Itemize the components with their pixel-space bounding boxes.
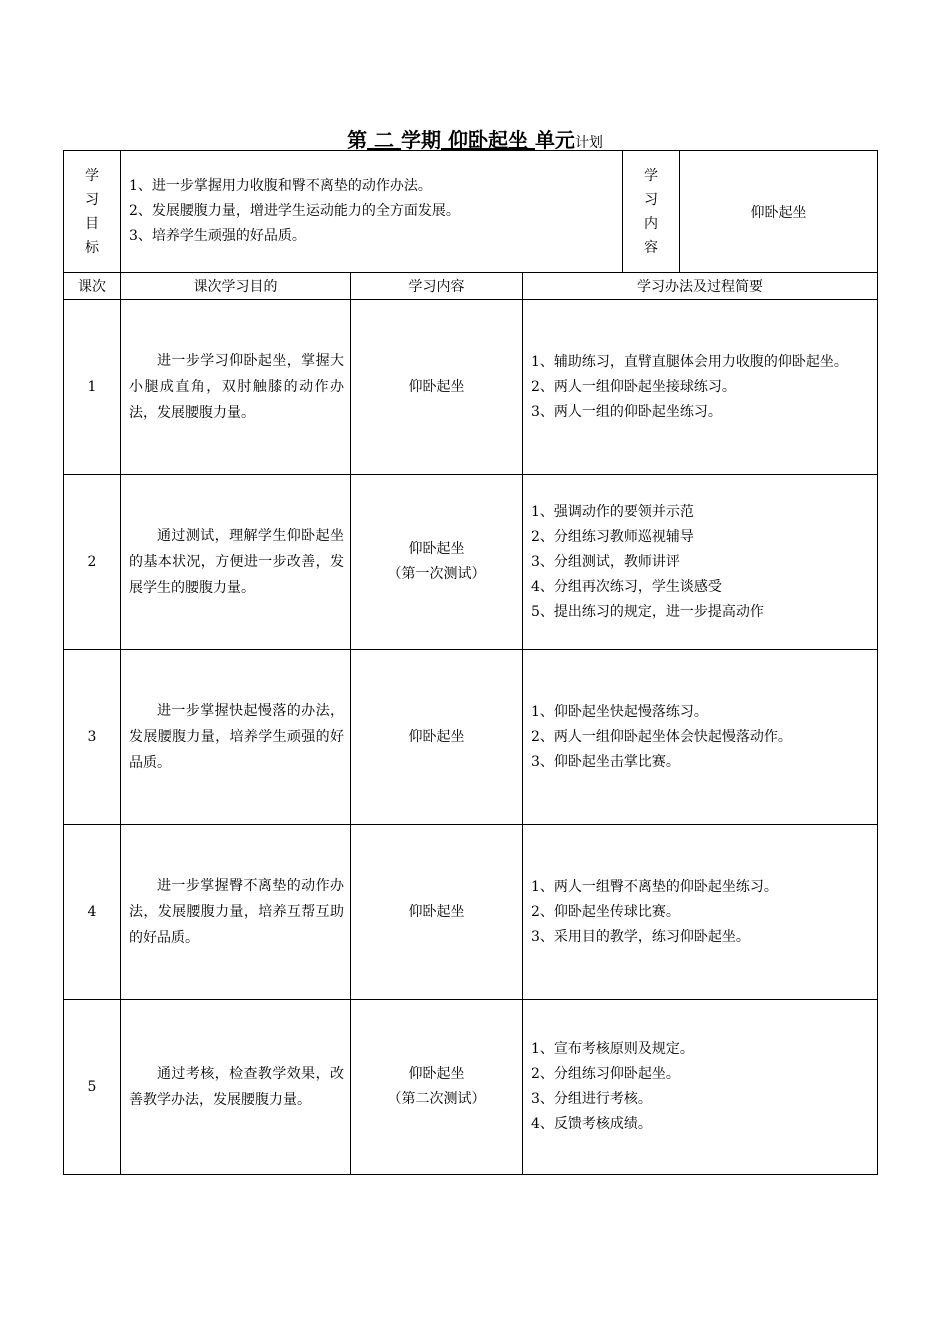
process-step: 1、强调动作的要领并示范: [531, 503, 694, 520]
lesson-number: 5: [64, 1000, 121, 1175]
process-step: 1、两人一组臀不离垫的仰卧起坐练习。: [531, 878, 778, 895]
title-unit-label: 单元: [534, 128, 575, 152]
lesson-content-note: （第一次测试）: [387, 566, 486, 582]
process-step: 2、仰卧起坐传球比赛。: [531, 903, 680, 920]
lesson-process: [523, 300, 878, 475]
process-step: 1、仰卧起坐快起慢落练习。: [531, 703, 708, 720]
process-step: 2、分组练习教师巡视辅导: [531, 528, 694, 545]
unit-content: 仰卧起坐: [680, 151, 878, 273]
process-step: 4、分组再次练习，学生谈感受: [531, 578, 722, 595]
header-lesson: 课次: [64, 273, 121, 300]
process-step: 2、分组练习仰卧起坐。: [531, 1066, 680, 1082]
lesson-aim: 通过测试，理解学生仰卧起坐的基本状况，方便进一步改善，发展学生的腰腹力量。: [121, 475, 351, 650]
process-step: 3、两人一组的仰卧起坐练习。: [531, 403, 722, 420]
process-step: 3、分组测试，教师讲评: [531, 553, 680, 570]
lesson-row: [64, 650, 878, 825]
lesson-content: 仰卧起坐: [351, 300, 523, 475]
title-semester-label: 学期: [401, 128, 441, 152]
lesson-content: 仰卧起坐 （第一次测试）: [351, 475, 523, 650]
lesson-number: 3: [64, 650, 121, 825]
goals-row: [64, 151, 878, 273]
title-unit-name: 仰卧起坐: [447, 128, 528, 152]
process-step: 1、宣布考核原则及规定。: [531, 1041, 694, 1057]
lesson-aim: 进一步掌握快起慢落的办法，发展腰腹力量，培养学生顽强的好品质。: [121, 650, 351, 825]
goal-item: 1、进一步掌握用力收腹和臀不离垫的动作办法。: [129, 178, 432, 194]
lesson-number: 1: [64, 300, 121, 475]
title-prefix: 第: [347, 128, 368, 152]
header-aim: 课次学习目的: [121, 273, 351, 300]
process-step: 3、分组进行考核。: [531, 1091, 652, 1107]
header-content: 学习内容: [351, 273, 523, 300]
lesson-row: [64, 300, 878, 475]
lesson-aim: 进一步学习仰卧起坐，掌握大小腿成直角，双肘触膝的动作办法，发展腰腹力量。: [121, 300, 351, 475]
lesson-process: [523, 1000, 878, 1175]
lesson-row: [64, 475, 878, 650]
process-step: 3、仰卧起坐击掌比赛。: [531, 753, 680, 770]
process-step: 4、反馈考核成绩。: [531, 1116, 652, 1132]
lesson-content: 仰卧起坐 （第二次测试）: [351, 1000, 523, 1175]
process-step: 1、辅助练习，直臂直腿体会用力收腹的仰卧起坐。: [531, 353, 848, 370]
process-step: 2、两人一组仰卧起坐接球练习。: [531, 378, 736, 395]
lesson-content: 仰卧起坐: [351, 650, 523, 825]
title-semester: 二: [374, 128, 395, 152]
goal-item: 2、发展腰腹力量，增进学生运动能力的全方面发展。: [129, 203, 460, 219]
lesson-content: 仰卧起坐: [351, 825, 523, 1000]
lesson-aim: 通过考核，检查教学效果，改善教学办法，发展腰腹力量。: [121, 1000, 351, 1175]
goal-item: 3、培养学生顽强的好品质。: [129, 228, 306, 244]
header-row: [64, 273, 878, 300]
page-title: [0, 124, 950, 153]
lesson-aim: 进一步掌握臀不离垫的动作办法，发展腰腹力量，培养互帮互助的好品质。: [121, 825, 351, 1000]
lesson-process: [523, 650, 878, 825]
process-step: 2、两人一组仰卧起坐体会快起慢落动作。: [531, 728, 792, 745]
lesson-row: [64, 825, 878, 1000]
title-suffix: 计划: [574, 135, 603, 151]
goals-label: 学 习 目 标: [64, 151, 121, 273]
unit-plan-table: [63, 150, 878, 1175]
lesson-content-note: （第二次测试）: [387, 1091, 486, 1107]
process-step: 5、提出练习的规定，进一步提高动作: [531, 603, 764, 620]
lesson-number: 2: [64, 475, 121, 650]
lesson-process: [523, 825, 878, 1000]
process-step: 3、采用目的教学，练习仰卧起坐。: [531, 928, 750, 945]
lesson-number: 4: [64, 825, 121, 1000]
lesson-row: [64, 1000, 878, 1175]
lesson-process: [523, 475, 878, 650]
header-process: 学习办法及过程简要: [523, 273, 878, 300]
content-label: 学 习 内 容: [623, 151, 680, 273]
goals-text: [121, 151, 623, 273]
